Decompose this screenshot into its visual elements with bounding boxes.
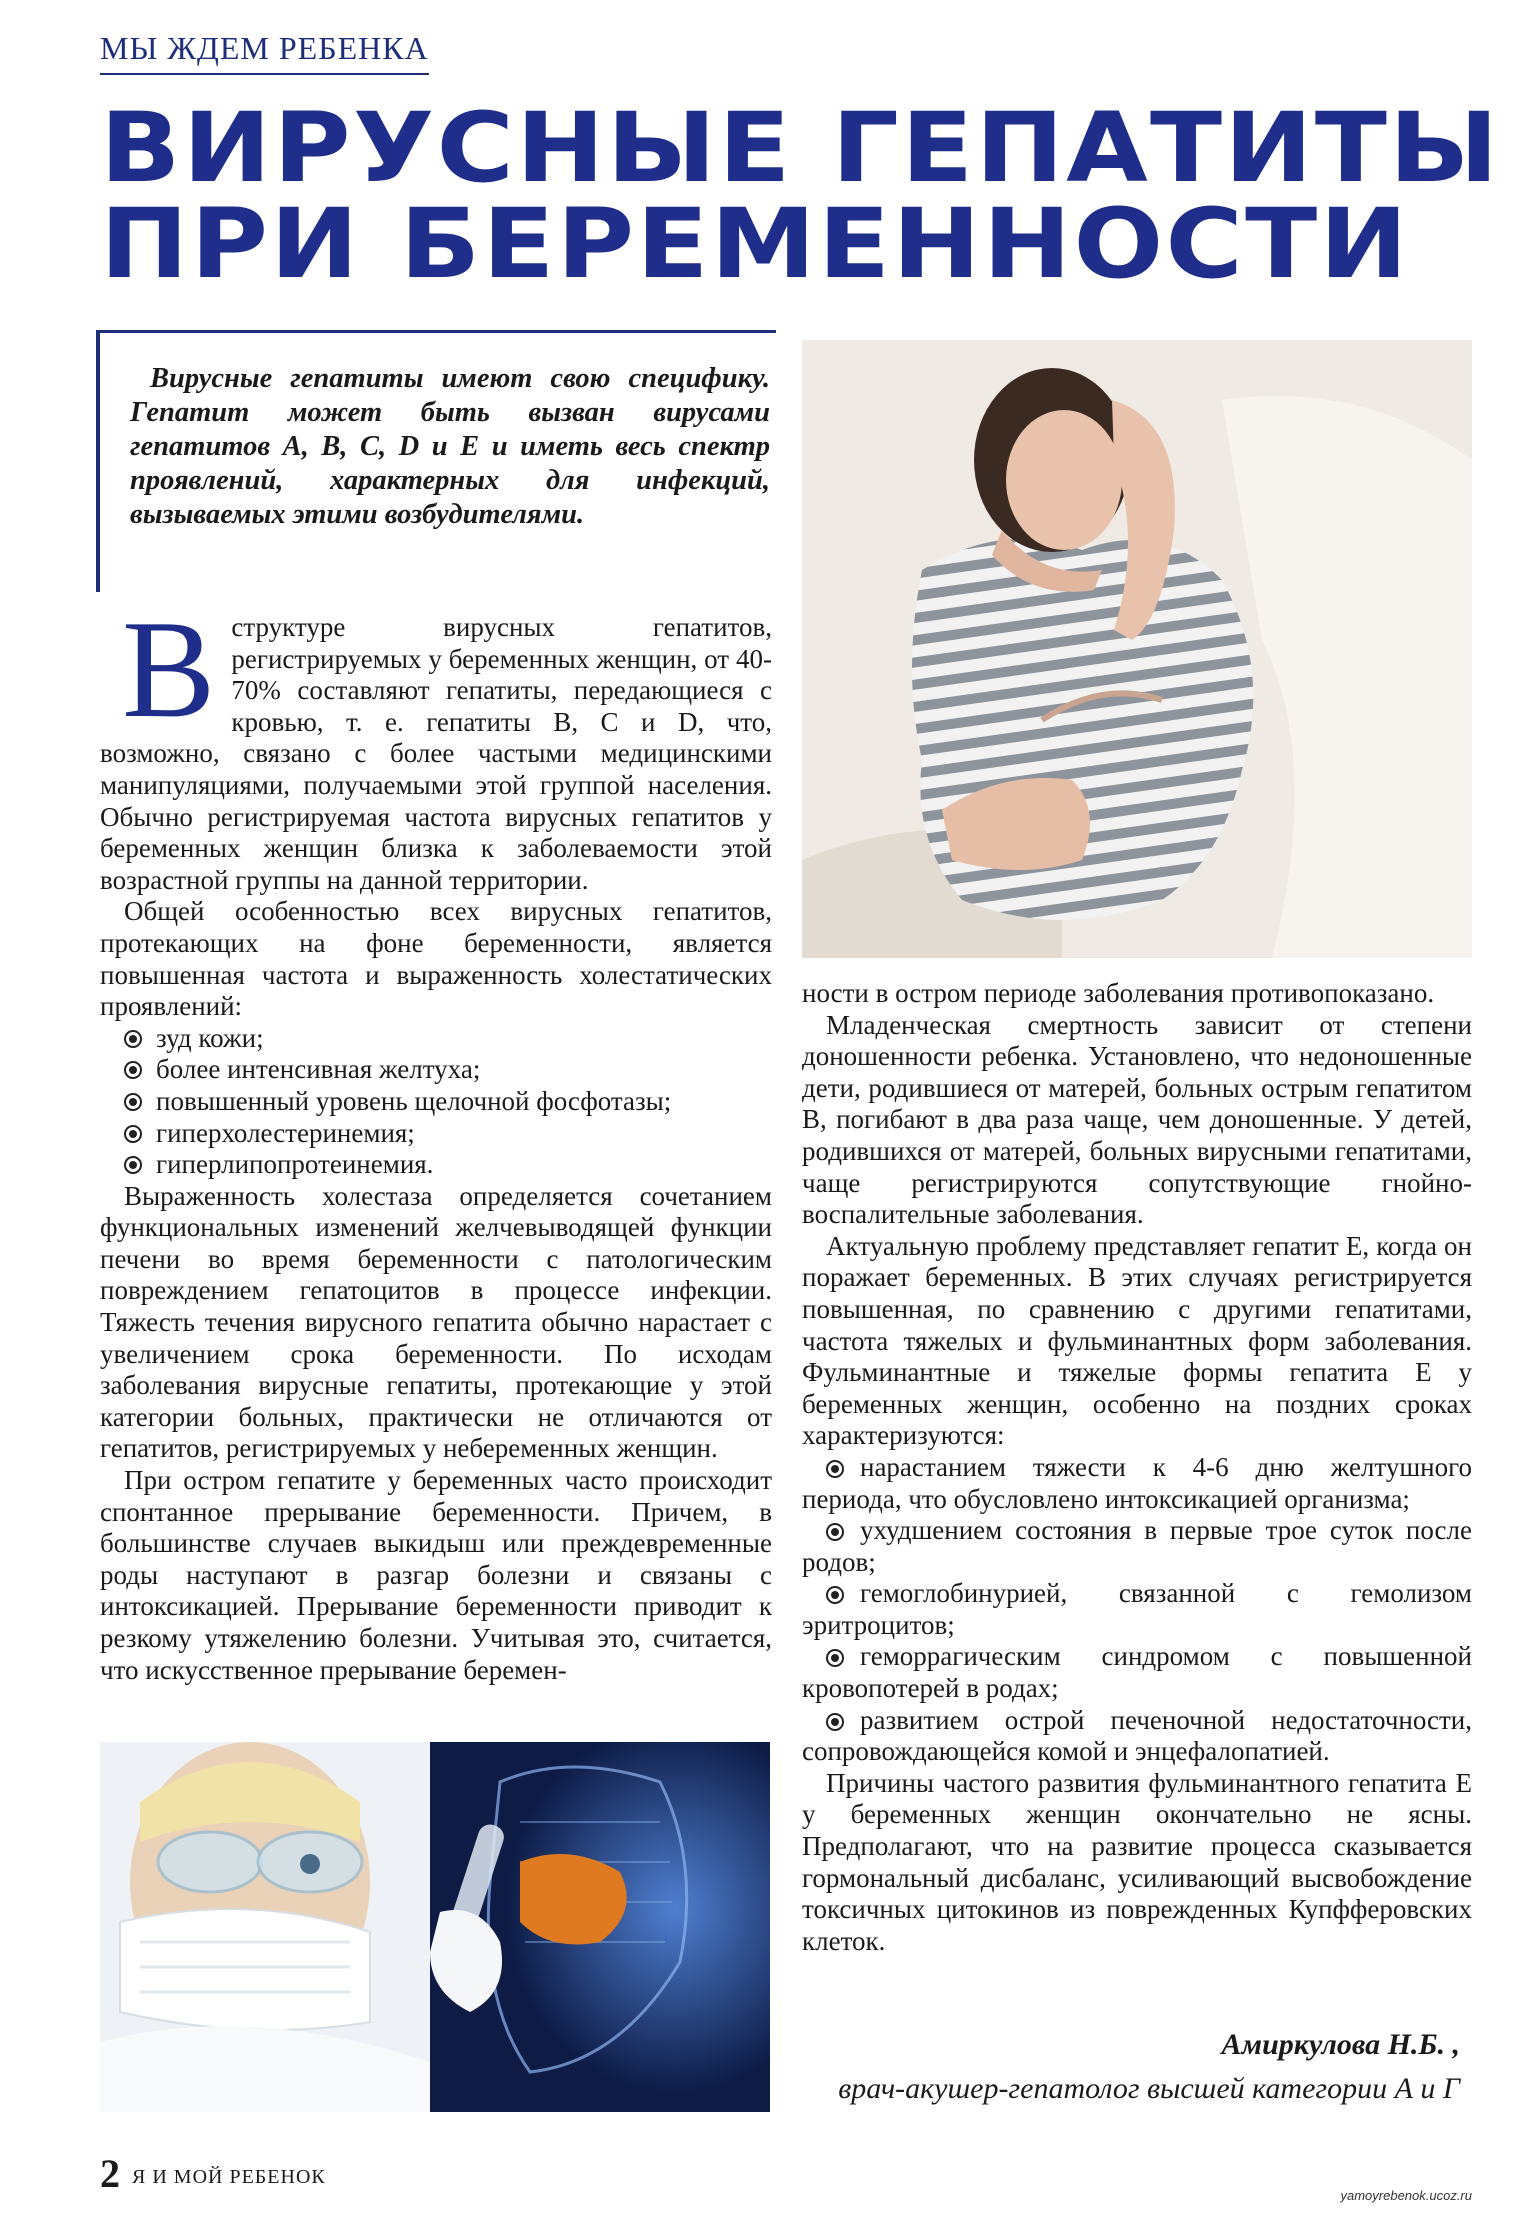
magazine-name: Я И МОЙ РЕБЕНОК: [132, 2166, 326, 2188]
list-item: [802, 1705, 1472, 1768]
lead-paragraph: Вирусные гепатиты имеют свою специфику. Гепатит может быть вызван вирусами гепатитов A, B, C, D и E и иметь весь спектр проявлений, характерных для инфекций, вызываемых этими возбудителями.: [130, 363, 770, 530]
photo-lab-researcher-illustration: [100, 1742, 770, 2112]
bullet-icon: [826, 1713, 844, 1731]
paragraph: Выраженность холестаза определяется сочетанием функциональных изменений желчевыводящей функции печени во время беременности с патологическим повреждением гепатоцитов в процессе инфекции. Тяжесть течения вирусного гепатита обычно нарастает с увеличением срока беременности. По исходам заболевания вирусные гепатиты, протекающие у этой категории больных, практически не отличаются от гепатитов, регистрируемых у небеременных женщин.: [100, 1180, 772, 1464]
list-item-text: ухудшением состояния в первые трое суток после родов;: [802, 1515, 1472, 1577]
author-title: врач-акушер-гепатолог высшей категории А и Г: [838, 2072, 1460, 2105]
hepatitis-e-signs-list: [802, 1452, 1472, 1768]
list-item-text: повышенный уровень щелочной фосфотазы;: [156, 1085, 672, 1116]
source-url: yamoyrebenok.ucoz.ru: [1340, 2188, 1472, 2203]
paragraph: ности в остром периоде заболевания противопоказано.: [802, 978, 1435, 1008]
bullet-icon: [124, 1030, 142, 1048]
list-item: [802, 1452, 1472, 1515]
drop-cap: В: [122, 592, 216, 747]
list-item: [100, 1149, 772, 1181]
list-item-text: более интенсивная желтуха;: [156, 1054, 481, 1085]
section-label: МЫ ЖДЕМ РЕБЕНКА: [100, 30, 429, 75]
list-item-text: гиперлипопротеинемия.: [156, 1149, 434, 1180]
list-item-text: зуд кожи;: [156, 1022, 264, 1053]
title-line-2: ПРИ БЕРЕМЕННОСТИ: [100, 188, 1410, 300]
list-item: [802, 1578, 1472, 1641]
photo-lab-researcher: [100, 1742, 770, 2112]
paragraph: Причины частого развития фульминантного гепатита Е у беременных женщин окончательно не ясны. Предполагают, что на развитие процесса сказывается гормональный дисбаланс, усиливающий высвобождение токсичных цитокинов из поврежденных Купфферовских клеток.: [802, 1767, 1472, 1956]
article-title: [100, 92, 1524, 300]
list-item: [100, 1023, 772, 1055]
symptom-list: [100, 1023, 772, 1181]
article-column-right: [802, 978, 1472, 1957]
bullet-icon: [124, 1061, 142, 1079]
list-item: [100, 1118, 772, 1150]
photo-pregnant-woman-illustration: [802, 340, 1472, 958]
article-column-left: [100, 592, 772, 1686]
bullet-icon: [826, 1649, 844, 1667]
bullet-icon: [124, 1125, 142, 1143]
list-item-text: гемоглобинурией, связанной с гемолизом эритроцитов;: [802, 1578, 1472, 1640]
paragraph: Младенческая смертность зависит от степени доношенности ребенка. Установлено, что недоношенные дети, родившиеся от матерей, больных острым гепатитом В, погибают в два раза чаще, чем доношенные. У детей, родившихся от матерей, больных вирусными гепатитами, чаще регистрируются сопутствующие гнойно-воспалительные заболевания.: [802, 1009, 1472, 1230]
list-item-text: развитием острой печеночной недостаточности, сопровождающейся комой и энцефалопатией.: [802, 1704, 1472, 1767]
list-item: [802, 1515, 1472, 1578]
paragraph: структуре вирусных гепатитов, регистрируемых у беременных женщин, от 40-70% составляют гепатиты, передающиеся с кровью, т. е. гепатиты В, С и D, что, возможно, связано с более частыми медицинскими манипуляциями, получаемыми этой группой населения. Обычно регистрируемая частота вирусных гепатитов у беременных женщин близка к заболеваемости этой возрастной группы на данной территории.: [100, 612, 772, 895]
title-line-1: ВИРУСНЫЕ ГЕПАТИТЫ: [100, 92, 1501, 204]
bullet-icon: [826, 1460, 844, 1478]
photo-pregnant-woman: [802, 340, 1472, 958]
list-item-text: геморрагическим синдромом с повышенной кровопотерей в родах;: [802, 1641, 1472, 1704]
list-item: [100, 1054, 772, 1086]
author-name: Амиркулова Н.Б. ,: [1221, 2028, 1460, 2061]
list-item: [100, 1086, 772, 1118]
paragraph: Актуальную проблему представляет гепатит Е, когда он поражает беременных. В этих случаях регистрируется повышенная, по сравнению с другими гепатитами, частота тяжелых и фульминантных форм заболевания. Фульминантные и тяжелые формы гепатита Е у беременных женщин, особенно на поздних сроках характеризуются:: [802, 1230, 1472, 1451]
bullet-icon: [124, 1093, 142, 1111]
bullet-icon: [826, 1586, 844, 1604]
bullet-icon: [124, 1156, 142, 1174]
paragraph: При остром гепатите у беременных часто происходит спонтанное прерывание беременности. Причем, в большинстве случаев выкидыш или преждевременные роды наступают в разгар болезни и связаны с интоксикацией. Прерывание беременности приводит к резкому утяжелению болезни. Учитывая это, считается, что искусственное прерывание беремен-: [100, 1465, 772, 1685]
bullet-icon: [826, 1523, 844, 1541]
list-item-text: нарастанием тяжести к 4-6 дню желтушного периода, что обусловлено интоксикацией организма;: [802, 1451, 1472, 1514]
page-number: 2: [100, 2151, 120, 2196]
list-item: [802, 1641, 1472, 1704]
list-item-text: гиперхолестеринемия;: [156, 1117, 415, 1148]
paragraph: Общей особенностью всех вирусных гепатитов, протекающих на фоне беременности, является повышенная частота и выраженность холестатических проявлений:: [100, 896, 772, 1022]
